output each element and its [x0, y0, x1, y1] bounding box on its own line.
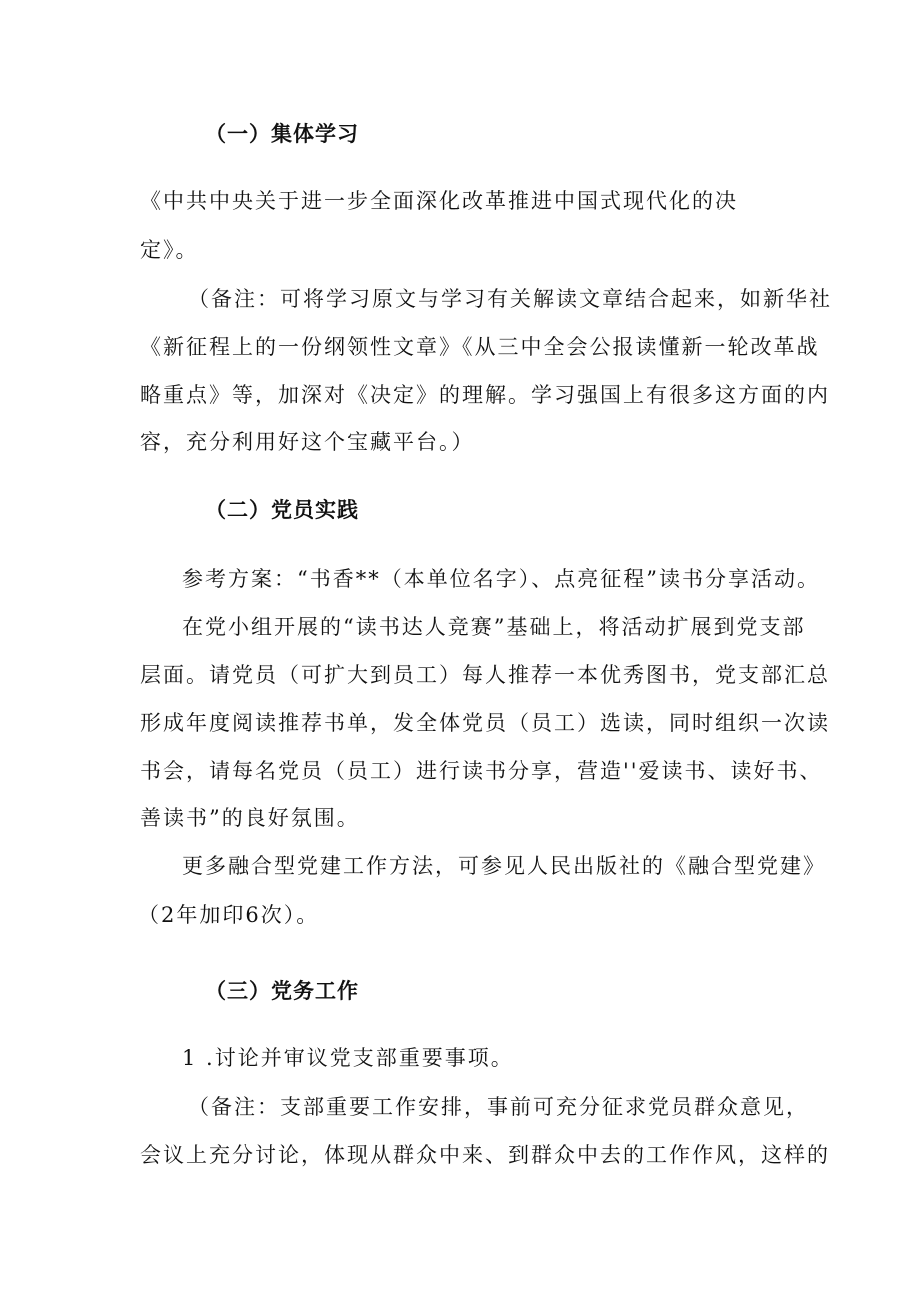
paragraph-line: 更多融合型党建工作方法，可参见人民出版社的《融合型党建》 [182, 854, 826, 878]
paragraph-line: （备注：支部重要工作安排，事前可充分征求党员群众意见， [188, 1095, 809, 1119]
paragraph-line: 会议上充分讨论，体现从群众中来、到群众中去的工作作风，这样的 [140, 1143, 830, 1167]
paragraph-line: （备注：可将学习原文与学习有关解读文章结合起来，如新华社 [188, 287, 832, 311]
paragraph-line: 容，充分利用好这个宝藏平台。） [140, 430, 475, 454]
paragraph-line: 《新征程上的一份纲领性文章》《从三中全会公报读懂新一轮改革战 [140, 335, 820, 359]
paragraph-line: 略重点》等，加深对《决定》的理解。学习强国上有很多这方面的内 [140, 383, 830, 407]
paragraph-line: 在党小组开展的“读书达人竞赛”基础上，将活动扩展到党支部 [182, 615, 806, 639]
numbered-item: 1 .讨论并审议党支部重要事项。 [182, 1046, 514, 1070]
paragraph-line: 定》。 [140, 238, 199, 262]
paragraph-line: 参考方案：“书香**（本单位名字）、点亮征程”读书分享活动。 [182, 567, 820, 591]
paragraph-line: 《中共中央关于进一步全面深化改革推进中国式现代化的决 [140, 189, 738, 213]
section-heading-collective-study: （一）集体学习 [205, 121, 359, 146]
paragraph-line: 形成年度阅读推荐书单，发全体党员（员工）选读，同时组织一次读 [140, 711, 830, 735]
section-heading-party-affairs: （三）党务工作 [205, 978, 359, 1003]
paragraph-line: （2年加印6次）。 [138, 903, 320, 927]
paragraph-line: 善读书”的良好氛围。 [140, 806, 360, 830]
section-heading-member-practice: （二）党员实践 [205, 497, 359, 522]
paragraph-line: 层面。请党员（可扩大到员工）每人推荐一本优秀图书，党支部汇总 [140, 663, 830, 687]
paragraph-line: 书会，请每名党员（员工）进行读书分享，营造''爱读书、读好书、 [140, 759, 823, 783]
